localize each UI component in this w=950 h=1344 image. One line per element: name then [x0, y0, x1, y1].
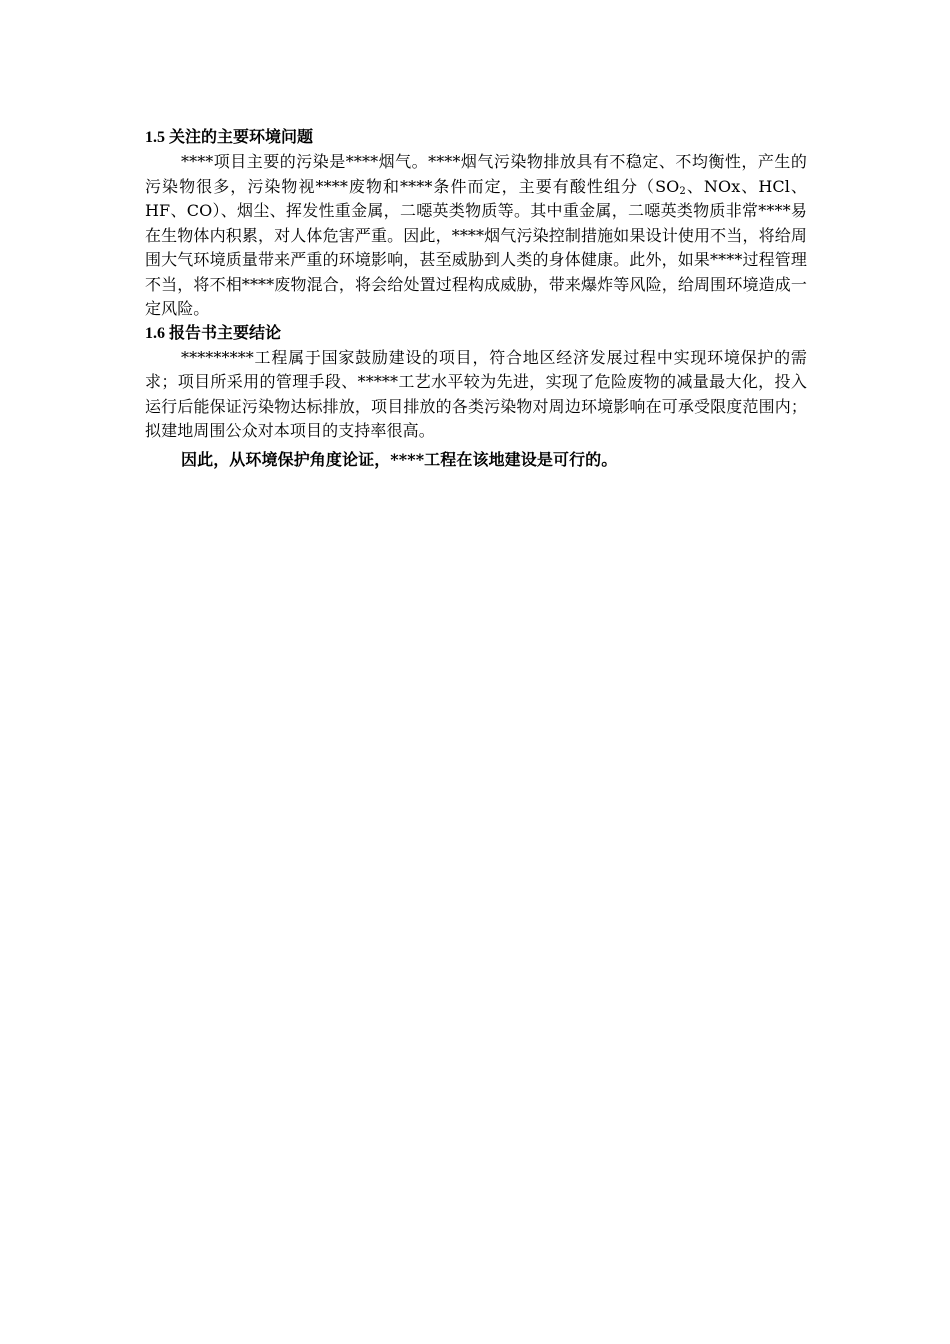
paragraph-environmental-issues: [145, 150, 807, 322]
paragraph-text: ****项目主要的污染是****烟气。****烟气污染物排放具有不稳定、不均衡性，产生的污染物很多，污染物视****废物和****条件而定，主要有酸性组分（SO: [145, 152, 807, 196]
paragraph-text: 、NOx、HCl、HF、CO）、烟尘、挥发性重金属，二噁英类物质等。其中重金属，二噁英类物质非常****易在生物体内积累，对人体危害严重。因此，****烟气污染控制措施如果设计使用不当，将给周围大气环境质量带来严重的环境影响，甚至威胁到人类的身体健康。此外，如果****过程管理不当，将不相****废物混合，将会给处置过程构成威胁，带来爆炸等风险，给周围环境造成一定风险。: [145, 176, 807, 318]
section-heading-1-5: 1.5 关注的主要环境问题: [145, 129, 314, 146]
paragraph-main-conclusion: *********工程属于国家鼓励建设的项目，符合地区经济发展过程中实现环境保护的需求；项目所采用的管理手段、*****工艺水平较为先进，实现了危险废物的减量最大化，投入运行后能保证污染物达标排放，项目排放的各类污染物对周边环境影响在可承受限度范围内；拟建地周围公众对本项目的支持率很高。: [145, 347, 807, 440]
subscript: 2: [679, 185, 686, 197]
paragraph-final-conclusion: 因此，从环境保护角度论证，****工程在该地建设是可行的。: [181, 449, 618, 469]
section-heading-1-6: 1.6 报告书主要结论: [145, 324, 282, 342]
document-page: [145, 126, 807, 472]
